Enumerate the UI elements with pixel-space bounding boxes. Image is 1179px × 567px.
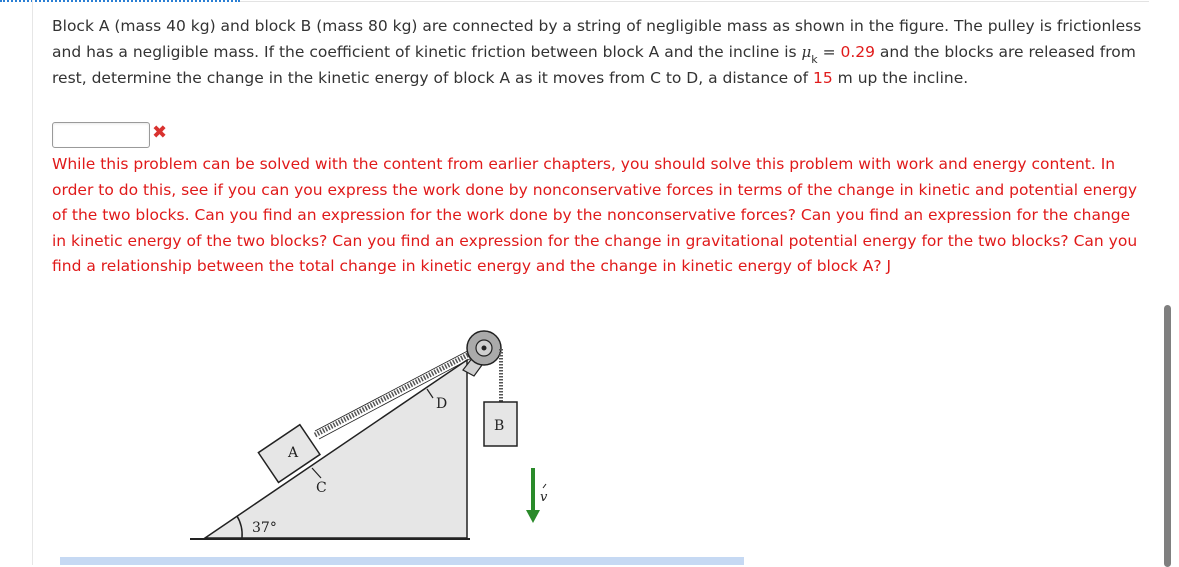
angle-label: 37° xyxy=(252,520,277,536)
question-part1: Block A (mass 40 kg) and block B (mass 80 kg) are connected by a string of negligible mass as shown in the figure. The pulley is frictionless and has a negligible mass. If the coefficient of kinetic friction between block A and the incline is xyxy=(52,17,1142,61)
question-part3: up the incline. xyxy=(852,69,969,87)
feedback-text: While this problem can be solved with the content from earlier chapters, you should solve this problem with work and energy content. In order to do this, see if you can you express the work done by nonconservative forces in terms of the change in kinetic and potential energy of the two blocks. Can you find an expression for the work done by the nonconservative forces? Can you find an expression for the change in kinetic energy of the two blocks? Can you find an expression for the change in gravitational potential energy for the two blocks? Can you find a relationship between the total change in kinetic energy and the change in kinetic energy of block A? J xyxy=(52,155,1138,275)
incline xyxy=(205,360,467,538)
question-text xyxy=(52,14,1147,92)
top-dotted-border xyxy=(0,0,240,2)
distance-unit: m xyxy=(832,69,853,87)
left-divider xyxy=(32,0,33,565)
scrollbar-thumb[interactable] xyxy=(1164,305,1171,567)
block-a-label: A xyxy=(288,445,299,461)
mu-value: 0.29 xyxy=(840,42,875,61)
distance-value: 15 xyxy=(813,69,833,87)
answer-input[interactable] xyxy=(52,122,150,148)
incline-pulley-figure xyxy=(180,318,560,543)
equals-sign: = xyxy=(817,42,841,61)
mu-subscript: k xyxy=(811,52,818,66)
velocity-label: v xyxy=(540,490,548,505)
block-b-label: B xyxy=(494,418,505,434)
question-part2: and the blocks are released from rest, determine the change in the kinetic energy of block A as it moves from C to D, a distance of xyxy=(52,42,1136,87)
mu-symbol: μ xyxy=(801,42,812,61)
point-c-label: C xyxy=(316,480,327,496)
velocity-arrowhead xyxy=(526,510,540,523)
point-d-label: D xyxy=(436,396,448,412)
bottom-panel-edge xyxy=(60,557,744,565)
top-divider xyxy=(240,1,1149,2)
x-mark-icon: ✖ xyxy=(152,122,168,143)
